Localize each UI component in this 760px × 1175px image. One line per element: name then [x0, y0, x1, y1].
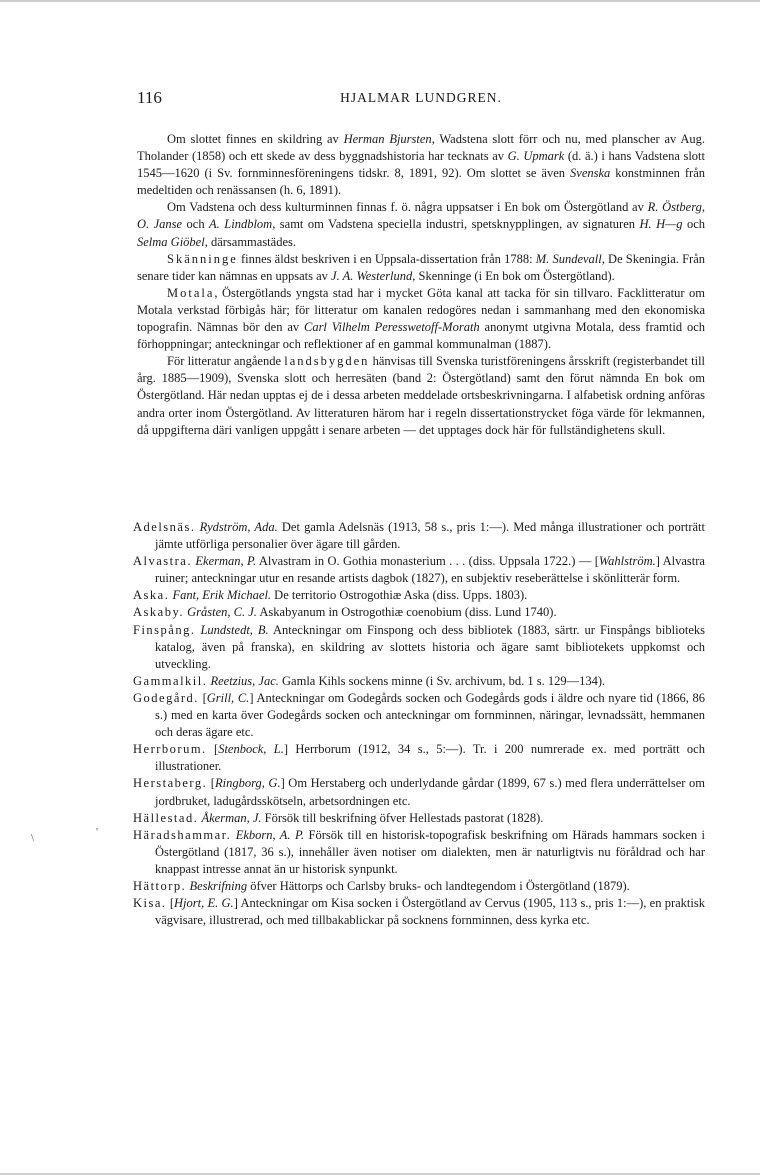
- list-item: Hättorp. Beskrifning öfver Hättorps och Carlsby bruks- och landtegendom i Östergötland (1879).: [133, 878, 630, 893]
- list-item: Kisa. [Hjort, E. G.] Anteckningar om Kisa socken i Östergötland av Cervus (1905, 113 s., pris 1:—), en praktisk vägvisare, illustrerad, och med tillbakablickar på socknens fornminnen, dess kyrka etc.: [133, 896, 705, 928]
- list-item: Herstaberg. [Ringborg, G.] Om Herstaberg och underlydande gårdar (1899, 67 s.) med flera underrättelser om jordbruket, ladugårdsskötseln, arbetsordningen etc.: [133, 776, 705, 808]
- list-item: Askaby. Gråsten, C. J. Askabyanum in Ostrogothiæ coenobium (diss. Lund 1740).: [133, 605, 557, 620]
- list-item: Häradshammar. Ekborn, A. P. Försök till en historisk-topografisk beskrifning om Härads hammars socken i Östergötland (1817, 36 s.), innehåller även notiser om dialekten, men är naturligtvis nu föråldrad och har knappast intresse annat än ur historisk synpunkt.: [133, 827, 706, 876]
- page-header: [137, 88, 705, 112]
- place-list: [133, 519, 705, 929]
- running-title: HJALMAR LUNDGREN.: [340, 90, 502, 105]
- list-item: Alvastra. Ekerman, P. Alvastram in O. Gothia monasterium . . . (diss. Uppsala 1722.) — [Wahlström.] Alvastra ruiner; anteckningar utur en resande artists dagbok (1827), en subjektiv reseberättelse i skönlitterär form.: [133, 554, 705, 586]
- paragraph: Motala, Östergötlands yngsta stad har i mycket Göta kanal att tacka för sin tillvaro. Facklitteratur om Motala verkstad förbigås här; för litteratur om kanalen redogöres nedan i sammanhang med den ekonomiska topografin. Nämnas bör den av Carl Vilhelm Peresswetoff-Morath anonymt utgivna Motala, dess framtid och förhoppningar; anteckningar och reflektioner af en gammal kommunalman (1887).: [137, 285, 705, 352]
- list-item: Finspång. Lundstedt, B. Anteckningar om Finspong och dess bibliotek (1883, särtr. ur Finspångs biblioteks katalog, även på franska), en skildring av slottets historia och ägare samt bibliotekets uppkomst och utveckling.: [133, 622, 705, 671]
- scan-mark: ': [96, 826, 98, 838]
- scan-edge-top: [0, 0, 760, 2]
- page-number: 116: [137, 88, 162, 107]
- paragraph: För litteratur angående landsbygden hänvisas till Svenska turistföreningens årsskrift (registerbandet till årg. 1885—1909), Svenska slott och herresäten (band 2: Östergötland) samt den förut nämnda En bok om Östergötland. Här nedan upptas ej de i dessa arbeten meddelade ortsbeskrivningarna. I alfabetisk ordning anföras andra orter inom Östergötland. Av litteraturen härom har i regeln dissertationstrycket föga värde för lekmannen, då uppgifterna däri vanligen uppgått i senare arbeten — det upptages dock här för fullständighetens skull.: [137, 354, 706, 437]
- list-item: Hällestad. Åkerman, J. Försök till beskrifning öfver Hellestads pastorat (1828).: [133, 810, 544, 825]
- list-item: Adelsnäs. Rydström, Ada. Det gamla Adelsnäs (1913, 58 s., pris 1:—). Med många illustrationer och porträtt jämte utförliga personalier över ägare till gården.: [133, 520, 706, 552]
- list-item: Aska. Fant, Erik Michael. De territorio Ostrogothiæ Aska (diss. Upps. 1803).: [133, 588, 528, 603]
- list-item: Herrborum. [Stenbock, L.] Herrborum (1912, 34 s., 5:—). Tr. i 200 numrerade ex. med porträtt och illustrationer.: [133, 742, 705, 774]
- paragraph: Om slottet finnes en skildring av Herman Bjursten, Wadstena slott förr och nu, med planscher av Aug. Tholander (1858) och ett skede av dess byggnadshistoria har tecknats av G. Upmark (d. ä.) i hans Vadstena slott 1545—1620 (i Sv. fornminnesföreningens tidskr. 8, 1891, 92). Om slottet se även Svenska konstminnen från medeltiden och renässansen (h. 6, 1891).: [137, 132, 705, 198]
- intro-text: [137, 131, 705, 439]
- paragraph: Om Vadstena och dess kulturminnen finnas f. ö. några uppsatser i En bok om Östergötland av R. Östberg, O. Janse och A. Lindblom, samt om Vadstena speciella industri, spetsknypplingen, av signaturen H. H—g och Selma Giöbel, därsammastädes.: [137, 200, 706, 249]
- list-item: Godegård. [Grill, C.] Anteckningar om Godegårds socken och Godegårds gods i äldre och nyare tid (1866, 86 s.) med en karta över Godegårds socken och anteckningar om fornminnen, näringar, levnadssätt, hemmanen och deras ägare etc.: [133, 690, 705, 740]
- paragraph: Skänninge finnes äldst beskriven i en Uppsala-dissertation från 1788: M. Sundevall, De Skeningia. Från senare tider kan nämnas en uppsats av J. A. Westerlund, Skenninge (i En bok om Östergötland).: [137, 251, 706, 283]
- scan-mark: \: [31, 832, 35, 844]
- list-item: Gammalkil. Reetzius, Jac. Gamla Kihls sockens minne (i Sv. archivum, bd. 1 s. 129—134).: [133, 673, 606, 688]
